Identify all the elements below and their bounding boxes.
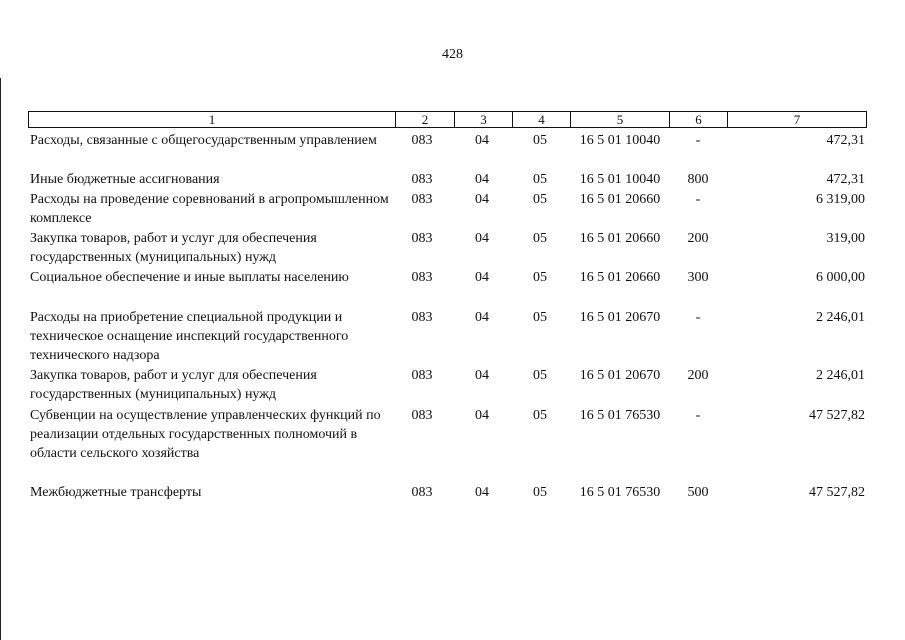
row-name: Субвенции на осуществление управленческих функций по реализации отдельных государственных полномочий в области сельского хозяйства	[30, 408, 381, 461]
row-ministry-code: 083	[411, 133, 433, 148]
row-amount: 2 246,01	[816, 368, 865, 383]
row-target-article: 16 5 01 20660	[579, 192, 661, 207]
row-section: 04	[475, 368, 489, 383]
row-section: 04	[475, 172, 489, 187]
page-left-border	[0, 78, 1, 640]
row-expense-type: -	[695, 310, 701, 325]
row-section: 04	[475, 192, 489, 207]
row-name: Социальное обеспечение и иные выплаты населению	[30, 270, 349, 285]
row-target-article: 16 5 01 10040	[579, 133, 661, 148]
row-name: Закупка товаров, работ и услуг для обеспечения государственных (муниципальных) нужд	[30, 231, 317, 265]
row-expense-type: 500	[687, 485, 709, 500]
row-ministry-code: 083	[411, 368, 433, 383]
row-subsection: 05	[533, 270, 547, 285]
header-col-5: 5	[570, 111, 670, 128]
row-amount: 472,31	[826, 172, 865, 187]
row-subsection: 05	[533, 192, 547, 207]
header-col-7: 7	[727, 111, 867, 128]
row-amount: 6 000,00	[816, 270, 865, 285]
row-subsection: 05	[533, 485, 547, 500]
row-ministry-code: 083	[411, 172, 433, 187]
row-amount: 319,00	[826, 231, 865, 246]
page-number: 428	[442, 47, 463, 62]
row-subsection: 05	[533, 310, 547, 325]
row-section: 04	[475, 231, 489, 246]
row-name: Межбюджетные трансферты	[30, 485, 202, 500]
row-target-article: 16 5 01 10040	[579, 172, 661, 187]
row-name: Расходы на приобретение специальной продукции и техническое оснащение инспекций государственного технического надзора	[30, 310, 349, 363]
row-subsection: 05	[533, 231, 547, 246]
row-ministry-code: 083	[411, 231, 433, 246]
row-section: 04	[475, 408, 489, 423]
row-name: Расходы на проведение соревнований в агропромышленном комплексе	[30, 192, 389, 226]
header-col-2: 2	[395, 111, 455, 128]
row-ministry-code: 083	[411, 485, 433, 500]
row-target-article: 16 5 01 20660	[579, 270, 661, 285]
row-amount: 47 527,82	[809, 408, 865, 423]
row-section: 04	[475, 133, 489, 148]
row-subsection: 05	[533, 368, 547, 383]
row-expense-type: -	[695, 133, 701, 148]
row-target-article: 16 5 01 76530	[579, 485, 661, 500]
row-subsection: 05	[533, 133, 547, 148]
row-target-article: 16 5 01 20670	[579, 310, 661, 325]
row-ministry-code: 083	[411, 408, 433, 423]
row-expense-type: -	[695, 408, 701, 423]
row-expense-type: 800	[687, 172, 709, 187]
row-ministry-code: 083	[411, 310, 433, 325]
row-subsection: 05	[533, 408, 547, 423]
row-amount: 2 246,01	[816, 310, 865, 325]
row-target-article: 16 5 01 20670	[579, 368, 661, 383]
row-ministry-code: 083	[411, 192, 433, 207]
row-expense-type: -	[695, 192, 701, 207]
header-col-1: 1	[28, 111, 396, 128]
row-section: 04	[475, 270, 489, 285]
header-col-4: 4	[512, 111, 571, 128]
row-name: Иные бюджетные ассигнования	[30, 172, 220, 187]
row-amount: 47 527,82	[809, 485, 865, 500]
row-amount: 6 319,00	[816, 192, 865, 207]
row-expense-type: 300	[687, 270, 709, 285]
header-col-6: 6	[669, 111, 728, 128]
row-name: Расходы, связанные с общегосударственным управлением	[30, 133, 377, 148]
row-expense-type: 200	[687, 368, 709, 383]
row-target-article: 16 5 01 76530	[579, 408, 661, 423]
row-section: 04	[475, 310, 489, 325]
row-expense-type: 200	[687, 231, 709, 246]
row-section: 04	[475, 485, 489, 500]
header-col-3: 3	[454, 111, 513, 128]
row-ministry-code: 083	[411, 270, 433, 285]
row-name: Закупка товаров, работ и услуг для обеспечения государственных (муниципальных) нужд	[30, 368, 317, 402]
row-amount: 472,31	[826, 133, 865, 148]
row-target-article: 16 5 01 20660	[579, 231, 661, 246]
row-subsection: 05	[533, 172, 547, 187]
